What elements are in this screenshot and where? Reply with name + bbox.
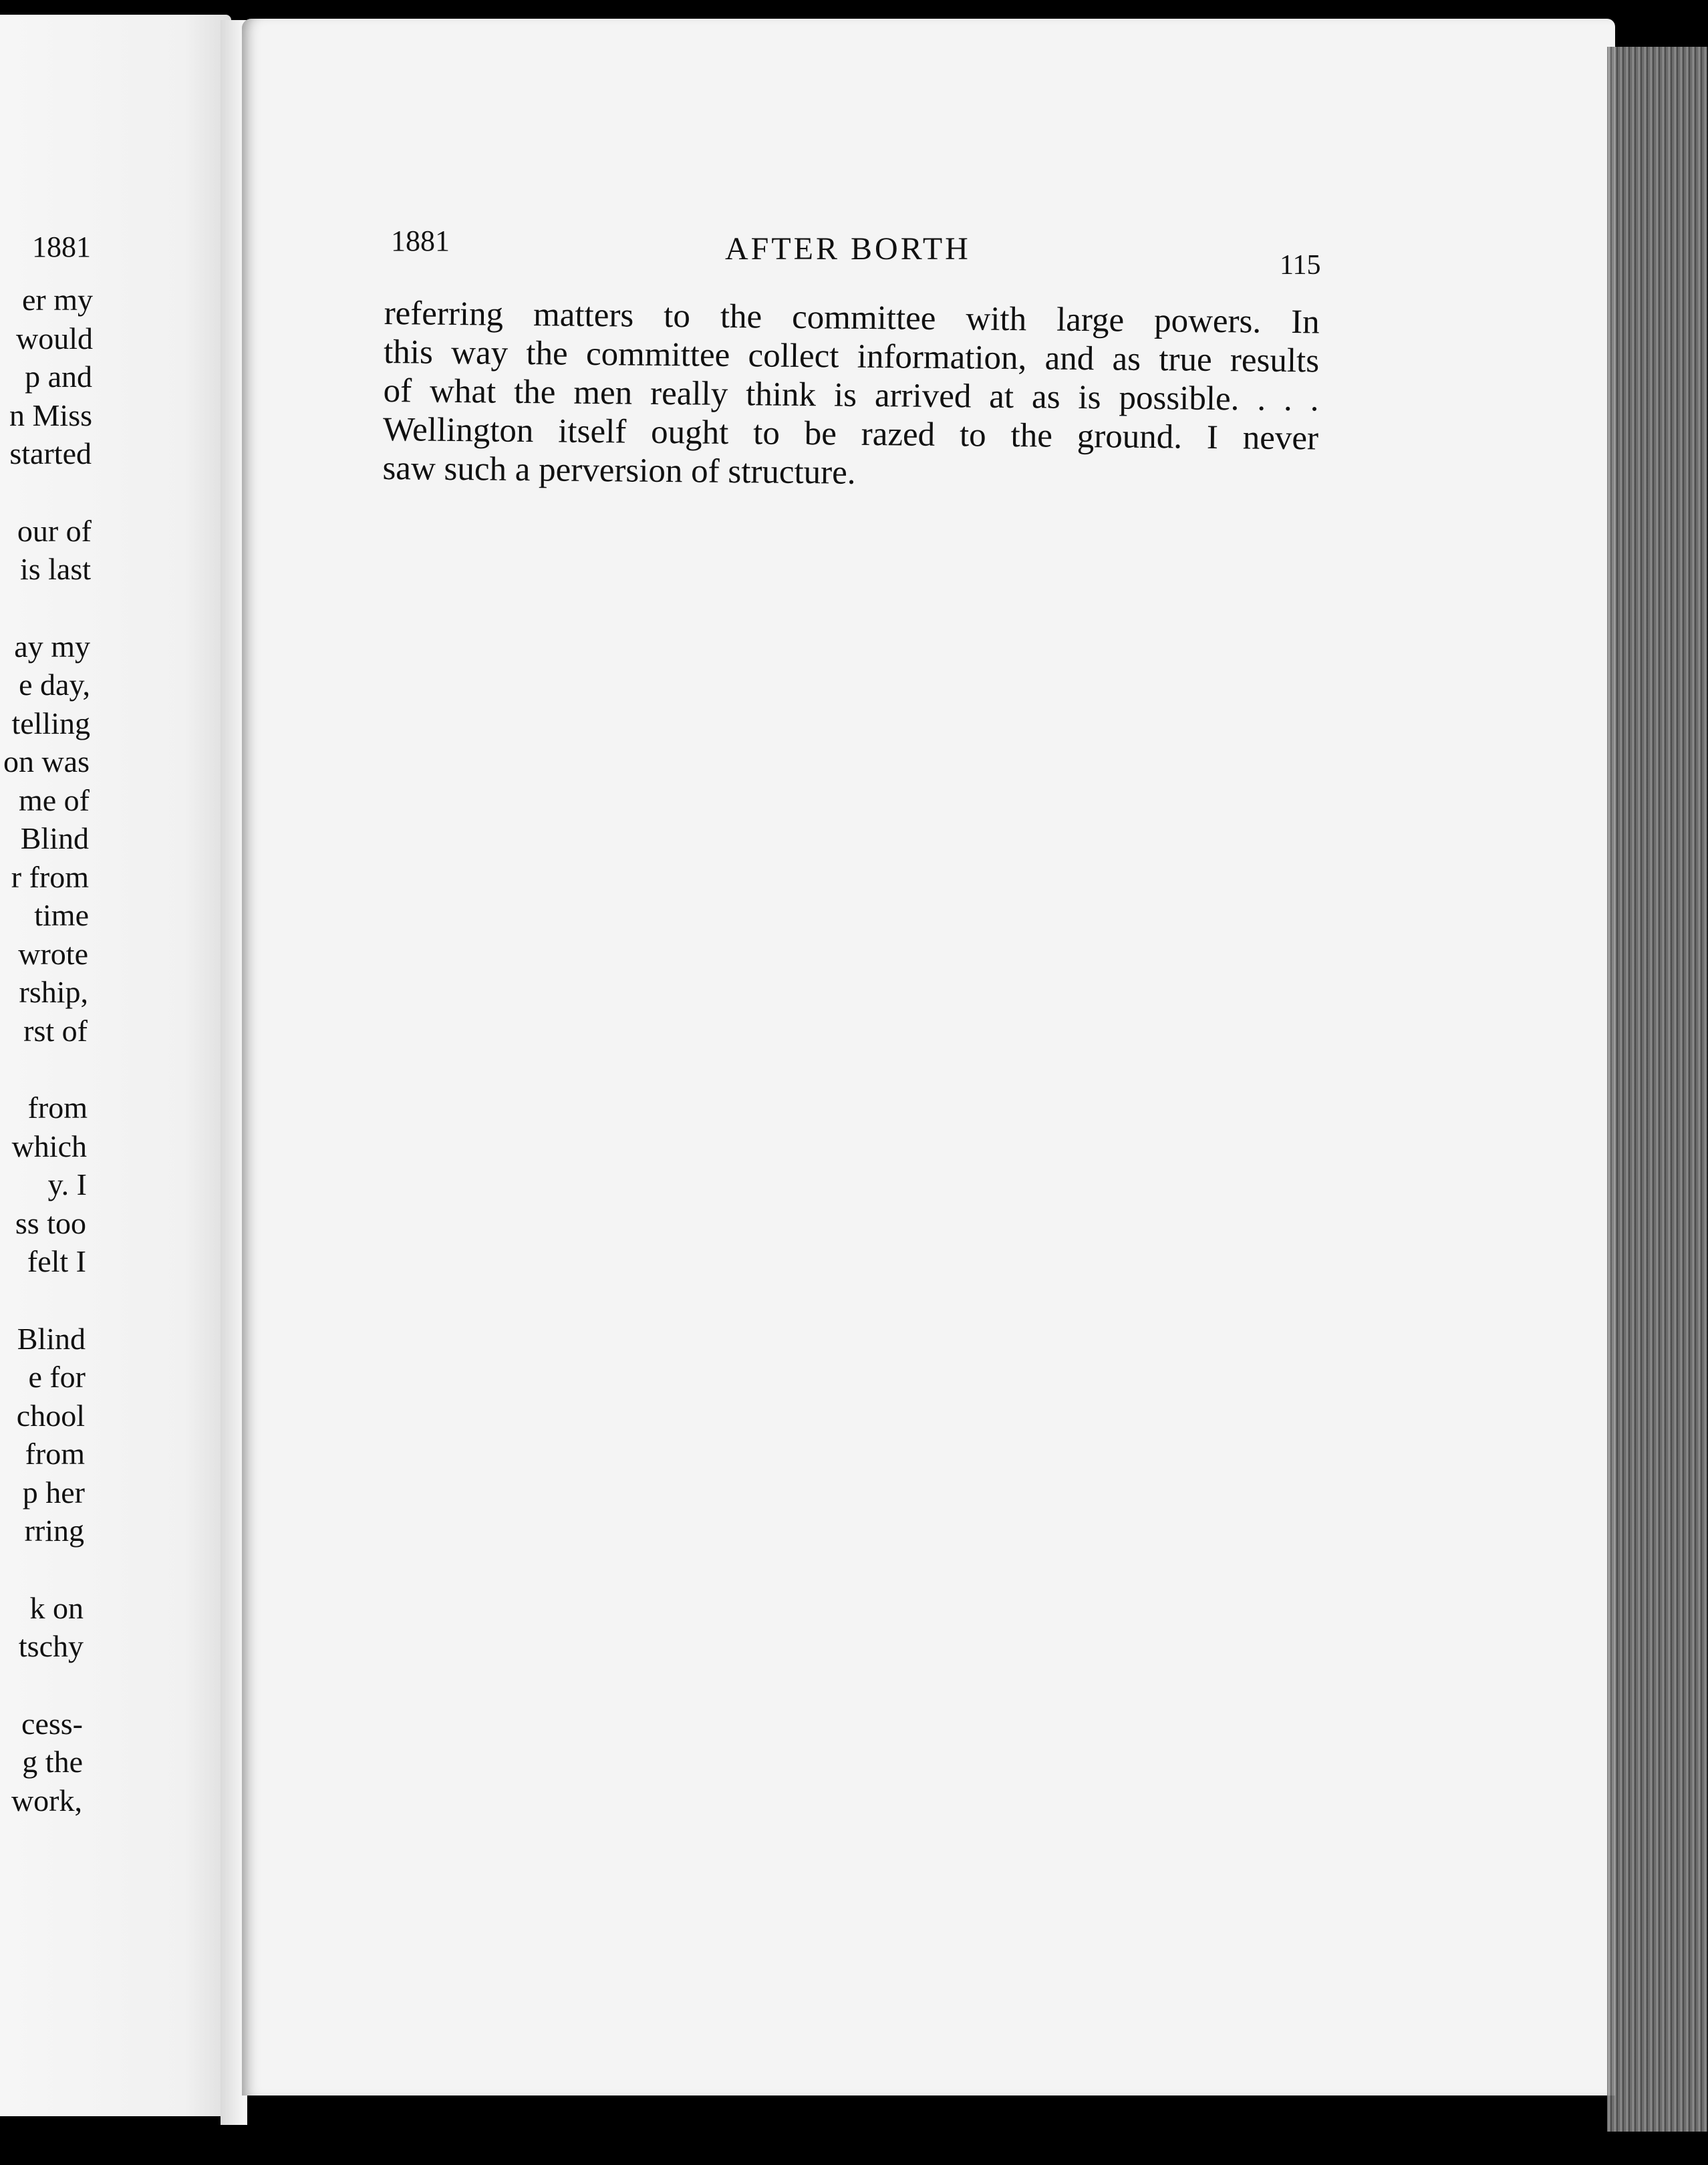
left-text-line: rship,	[19, 975, 88, 1009]
page-edges	[1607, 47, 1707, 2132]
left-text-line: er my	[21, 283, 93, 317]
left-text-line: telling	[11, 706, 90, 740]
running-head	[391, 224, 1326, 281]
left-text-line: ay my	[14, 629, 90, 664]
left-text-line: wrote	[18, 936, 88, 971]
left-text-line: rring	[24, 1513, 84, 1548]
text-line: of what the men really think is arrived at as is possible. . . .	[383, 372, 1319, 419]
left-text-line: p and	[25, 359, 92, 394]
page-number: 115	[1280, 250, 1321, 281]
left-text-line: rst of	[23, 1013, 88, 1048]
left-text-line: time	[34, 898, 89, 932]
left-text-line: which	[11, 1129, 87, 1163]
left-text-line: me of	[18, 782, 90, 817]
left-page	[0, 15, 231, 2116]
left-page-header-year: 1881	[32, 231, 91, 263]
left-text-line: e for	[28, 1360, 86, 1394]
left-text-line: from	[25, 1437, 85, 1471]
left-text-line: work,	[11, 1783, 82, 1818]
left-text-line: from	[27, 1091, 88, 1125]
left-text-line: on was	[3, 744, 90, 778]
left-text-line: Blind	[20, 821, 89, 855]
left-text-line: felt I	[27, 1244, 86, 1278]
text-line: referring matters to the committee with large powers. In	[384, 294, 1320, 341]
left-text-line: tschy	[18, 1629, 84, 1663]
left-text-line: started	[9, 436, 92, 470]
text-line: Wellington itself ought to be razed to the ground. I never	[382, 410, 1319, 458]
text-line: this way the committee collect information, and as true results	[383, 333, 1320, 380]
left-text-line: p her	[22, 1475, 85, 1509]
left-text-line: chool	[16, 1398, 85, 1433]
left-text-line: k on	[29, 1590, 84, 1625]
header-year: 1881	[391, 225, 450, 257]
left-text-line: Blind	[17, 1321, 86, 1356]
text-line: saw such a perversion of structure.	[382, 449, 856, 492]
left-text-line: e day,	[19, 668, 90, 702]
left-text-line: ss too	[15, 1205, 86, 1240]
left-text-line: cess-	[21, 1706, 83, 1741]
left-text-line: would	[16, 321, 93, 355]
chapter-title: AFTER BORTH	[725, 231, 971, 267]
body-paragraph	[382, 294, 1320, 496]
left-text-line: n Miss	[9, 398, 92, 432]
left-text-line: is last	[19, 552, 91, 586]
left-text-line: our of	[17, 513, 92, 548]
left-text-line: r from	[11, 859, 89, 894]
left-text-line: y. I	[47, 1167, 87, 1201]
left-text-line: g the	[22, 1745, 83, 1779]
